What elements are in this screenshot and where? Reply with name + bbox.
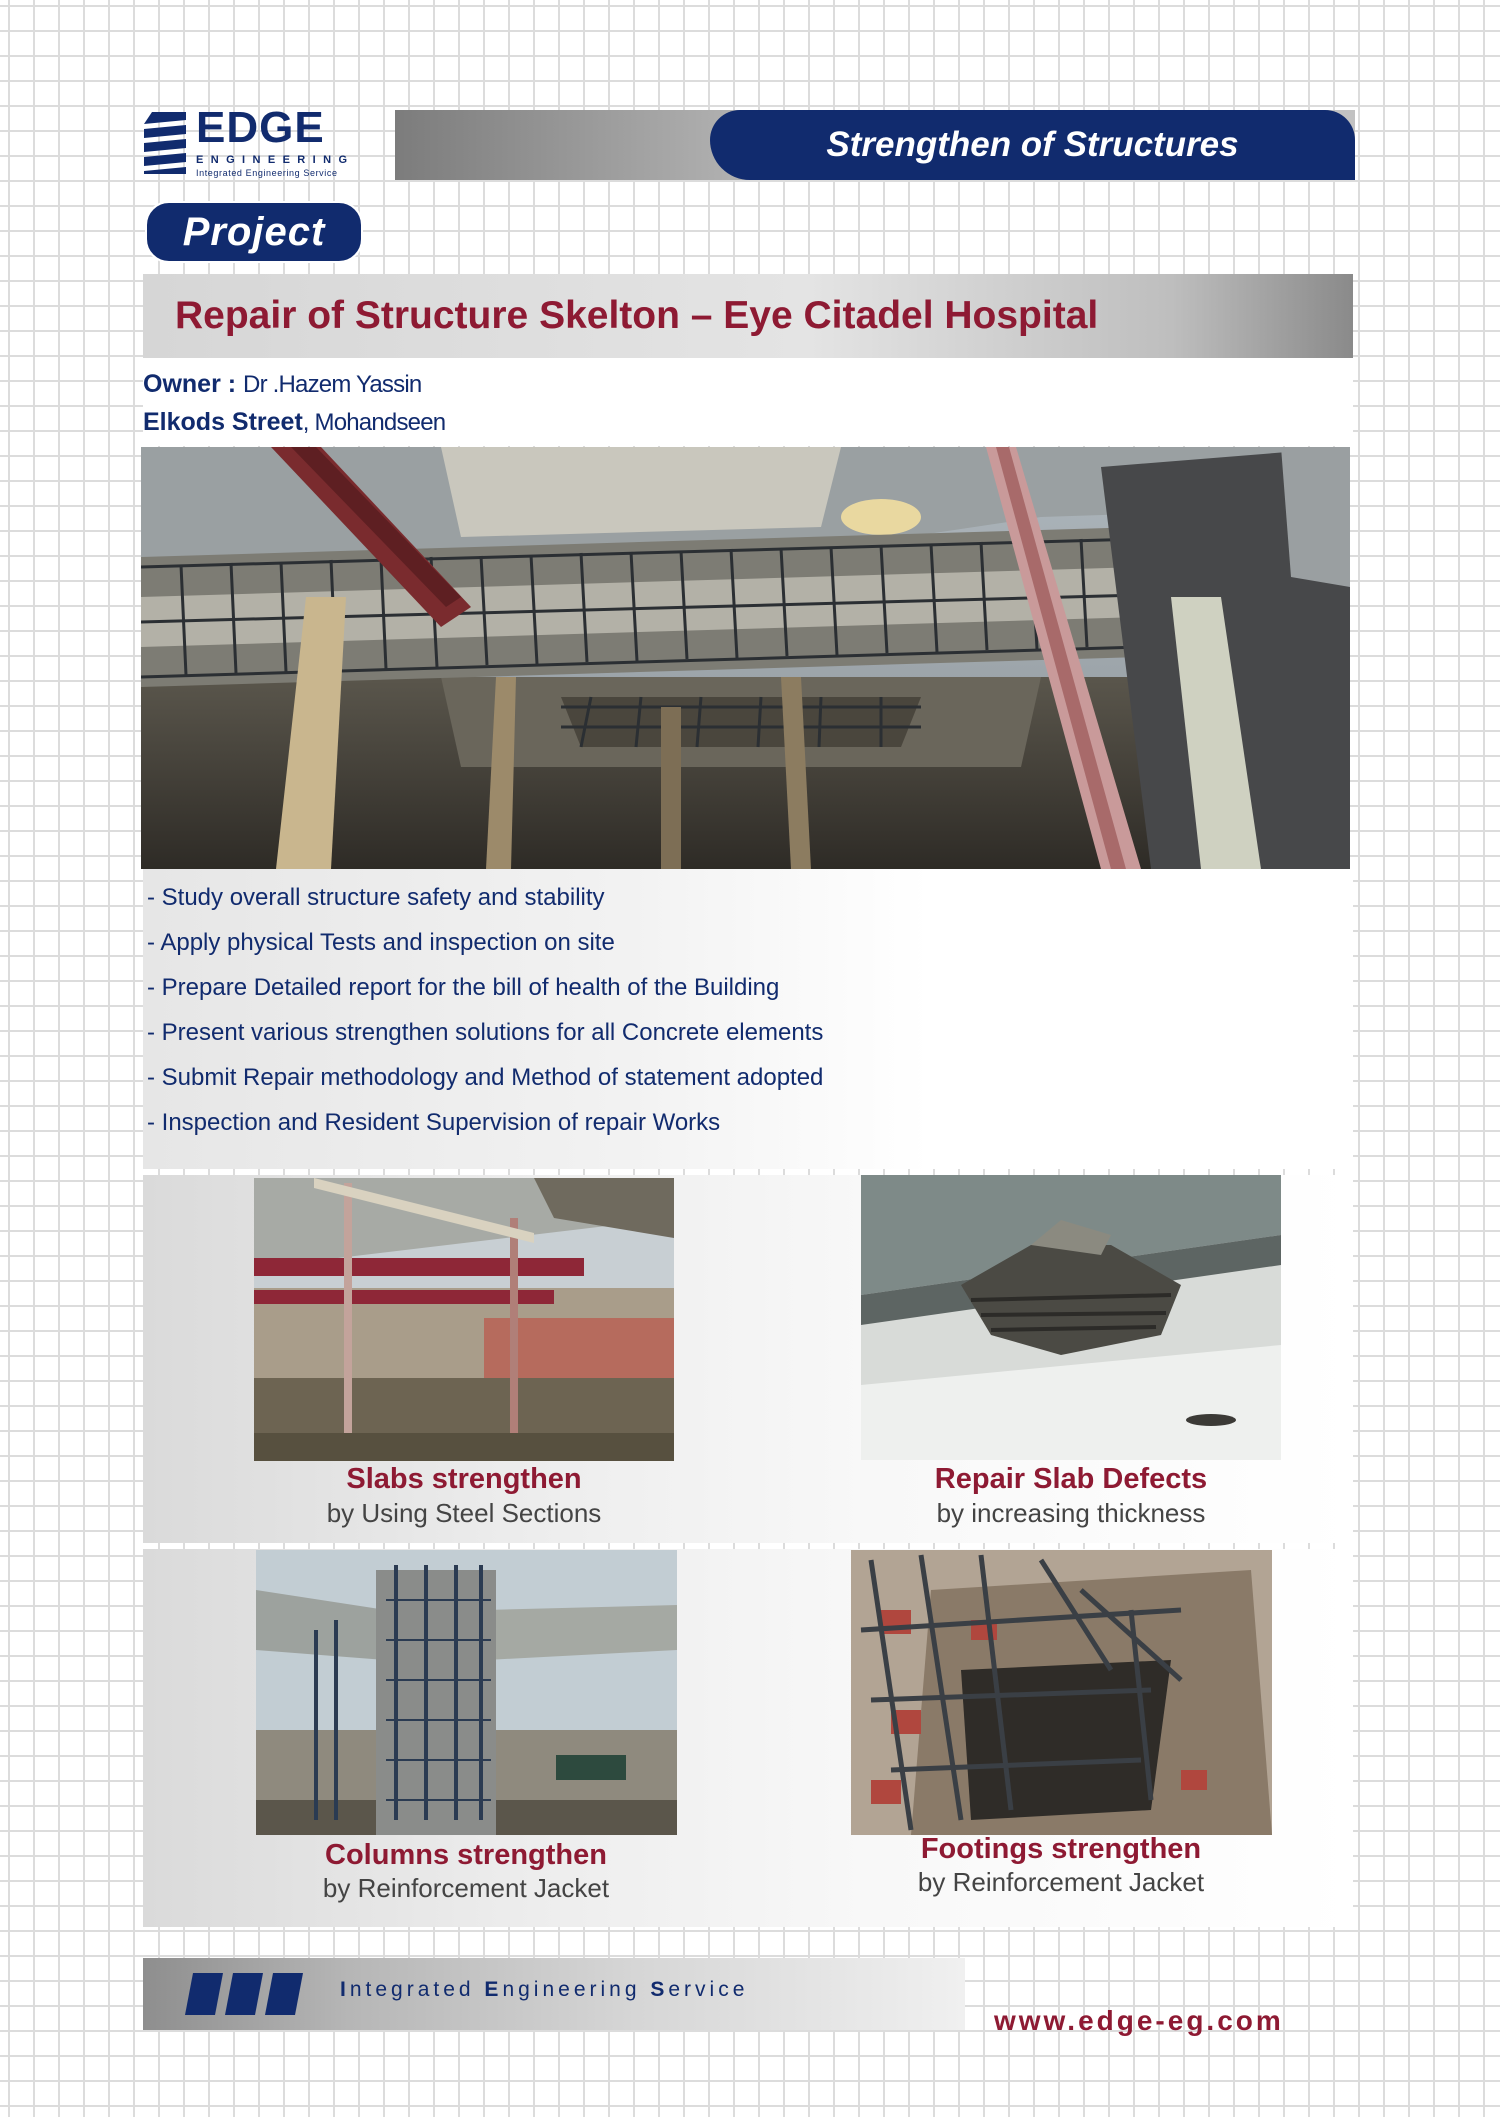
logo-tagline: Integrated Engineering Service <box>196 168 338 178</box>
owner-line <box>143 370 421 399</box>
logo-subword: ENGINEERING <box>196 154 355 166</box>
slabs-strengthen-photo <box>254 1178 674 1461</box>
header-title: Strengthen of Structures <box>826 125 1239 164</box>
caption-subtitle: by Reinforcement Jacket <box>322 1873 610 1903</box>
logo-stripes-icon <box>144 112 186 174</box>
scope-item: - Submit Repair methodology and Method of statement adopted <box>147 1064 824 1091</box>
repair-slab-defects-photo <box>861 1175 1281 1460</box>
main-site-photo <box>141 447 1350 869</box>
address-label: Elkods Street <box>143 408 303 436</box>
address-value: , Mohandseen <box>302 409 446 436</box>
slogan-initial-s: S <box>650 1978 669 2001</box>
scope-list <box>147 880 823 1150</box>
website-link[interactable]: www.edge-eg.com <box>994 2005 1284 2036</box>
columns-strengthen-photo <box>256 1550 677 1835</box>
owner-value: Dr .Hazem Yassin <box>243 371 422 398</box>
caption-subtitle: by increasing thickness <box>936 1498 1206 1528</box>
caption-subtitle: by Reinforcement Jacket <box>917 1867 1205 1897</box>
scope-item: - Prepare Detailed report for the bill of health of the Building <box>147 974 780 1001</box>
footer-logo-stripes-icon <box>185 1973 305 2015</box>
address-line <box>143 408 445 437</box>
caption-title: Repair Slab Defects <box>934 1463 1208 1495</box>
slogan-initial-e: E <box>484 1978 503 2001</box>
project-badge: Project <box>145 201 363 263</box>
logo-word: EDGE <box>196 103 325 152</box>
scope-item: - Present various strengthen solutions for all Concrete elements <box>147 1019 824 1046</box>
project-title: Repair of Structure Skelton – Eye Citadel Hospital <box>175 294 1099 337</box>
slogan-part: ntegrated <box>349 1978 485 2001</box>
footer-slogan <box>340 1978 748 2002</box>
gallery-row-top <box>143 1175 1353 1543</box>
caption-title: Columns strengthen <box>325 1839 607 1871</box>
caption-title: Slabs strengthen <box>346 1463 582 1495</box>
owner-label: Owner : <box>143 370 237 398</box>
company-logo <box>144 103 360 180</box>
caption-subtitle: by Using Steel Sections <box>326 1498 602 1528</box>
slogan-part: ervice <box>668 1978 749 2001</box>
footings-strengthen-photo <box>851 1550 1272 1835</box>
scope-item: - Inspection and Resident Supervision of repair Works <box>147 1109 721 1136</box>
scope-item: - Apply physical Tests and inspection on site <box>147 929 615 956</box>
caption-title: Footings strengthen <box>920 1833 1202 1865</box>
gallery-row-bottom <box>143 1549 1353 1927</box>
slogan-initial-i: I <box>340 1978 350 2001</box>
scope-item: - Study overall structure safety and stability <box>147 884 605 911</box>
slogan-part: ngineering <box>502 1978 651 2001</box>
